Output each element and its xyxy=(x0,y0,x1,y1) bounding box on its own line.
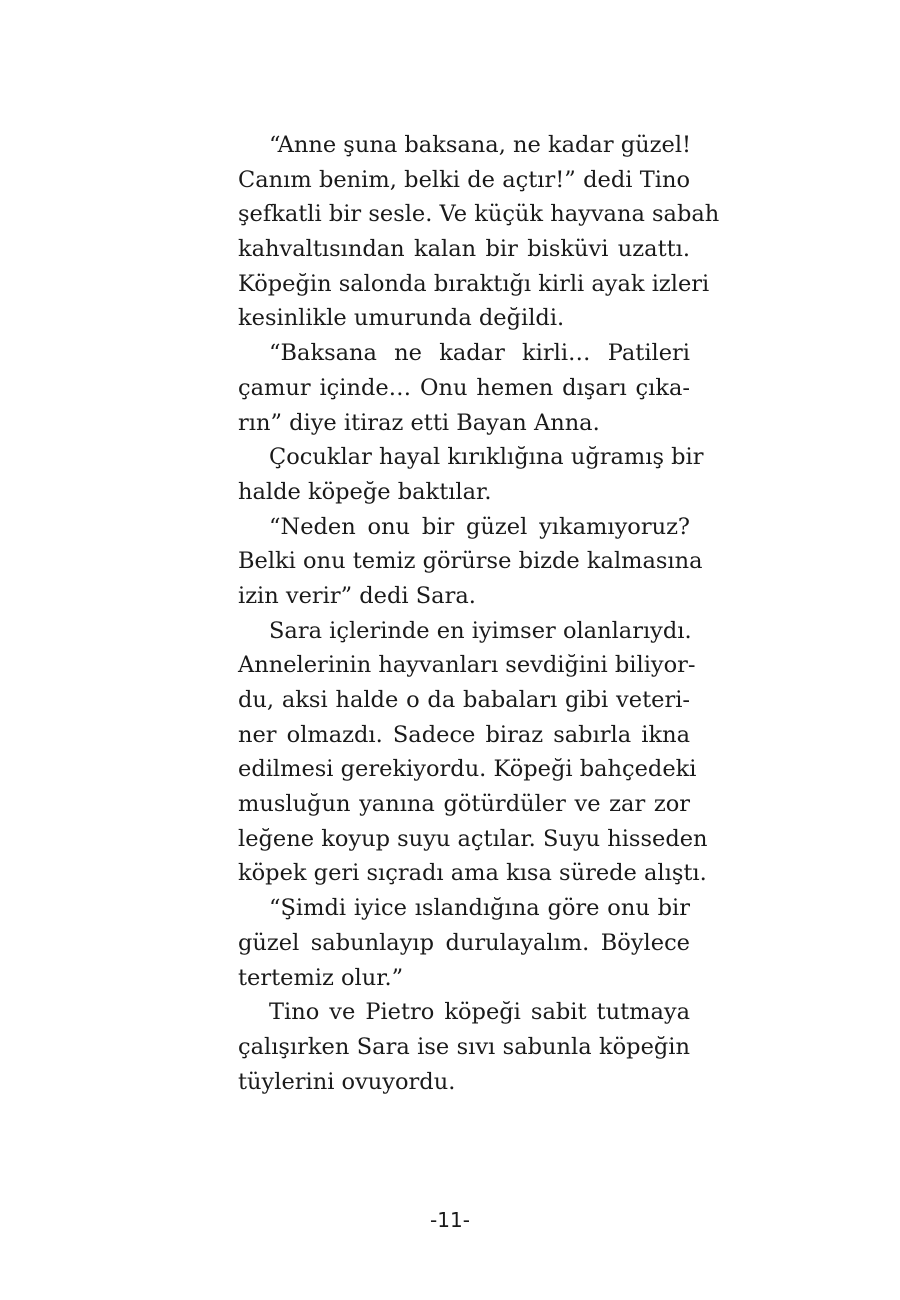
text-line: “Anne şuna baksana, ne kadar güzel! xyxy=(269,132,692,158)
text-line: Tino ve Pietro köpeği sabit tutmaya xyxy=(269,999,690,1026)
text-line: Belki onu temiz görürse bizde kalmasına xyxy=(238,548,703,575)
text-line: kesinlikle umurunda değildi. xyxy=(238,305,565,332)
text-line: şefkatli bir sesle. Ve küçük hayvana sabah xyxy=(238,201,720,228)
text-line: tertemiz olur.” xyxy=(238,964,404,991)
text-line: çamur içinde… Onu hemen dışarı çıka- xyxy=(238,374,690,401)
text-line: Canım benim, belki de açtır!” dedi Tino xyxy=(238,166,690,193)
text-line: kahvaltısından kalan bir bisküvi uzattı. xyxy=(238,236,690,263)
text-line: köpek geri sıçradı ama kısa sürede alıştı. xyxy=(238,860,707,887)
text-line: musluğun yanına götürdüler ve zar zor xyxy=(238,791,690,818)
text-line: Çocuklar hayal kırıklığına uğramış bir xyxy=(269,444,704,471)
paragraph xyxy=(238,614,708,892)
text-line: “Neden onu bir güzel yıkamıyoruz? xyxy=(269,513,690,540)
text-line: Köpeğin salonda bıraktığı kirli ayak izleri xyxy=(238,270,710,297)
paragraph xyxy=(238,891,690,995)
text-line: çalışırken Sara ise sıvı sabunla köpeğin xyxy=(238,1033,690,1060)
text-line: halde köpeğe baktılar. xyxy=(238,478,492,505)
paragraph xyxy=(238,995,690,1099)
text-line: izin verir” dedi Sara. xyxy=(238,582,476,609)
text-line: Sara içlerinde en iyimser olanlarıydı. xyxy=(269,617,692,644)
text-line: tüylerini ovuyordu. xyxy=(238,1068,456,1095)
text-line: edilmesi gerekiyordu. Köpeği bahçedeki xyxy=(238,756,697,783)
body-text xyxy=(238,128,720,1099)
text-line: rın” diye itiraz etti Bayan Anna. xyxy=(238,409,600,436)
paragraph xyxy=(238,128,720,336)
text-line: du, aksi halde o da babaları gibi veteri- xyxy=(238,687,690,713)
text-line: Annelerinin hayvanları sevdiğini biliyor- xyxy=(238,652,696,679)
page-number: -11- xyxy=(430,1208,470,1232)
paragraph xyxy=(238,440,704,509)
paragraph xyxy=(238,336,690,440)
text-line: “Baksana ne kadar kirli… Patileri xyxy=(269,340,690,367)
text-line: “Şimdi iyice ıslandığına göre onu bir xyxy=(269,895,690,922)
text-line: ner olmazdı. Sadece biraz sabırla ikna xyxy=(238,721,690,748)
paragraph xyxy=(238,510,703,614)
text-line: leğene koyup suyu açtılar. Suyu hisseden xyxy=(238,825,708,852)
text-line: güzel sabunlayıp durulayalım. Böylece xyxy=(238,929,690,956)
